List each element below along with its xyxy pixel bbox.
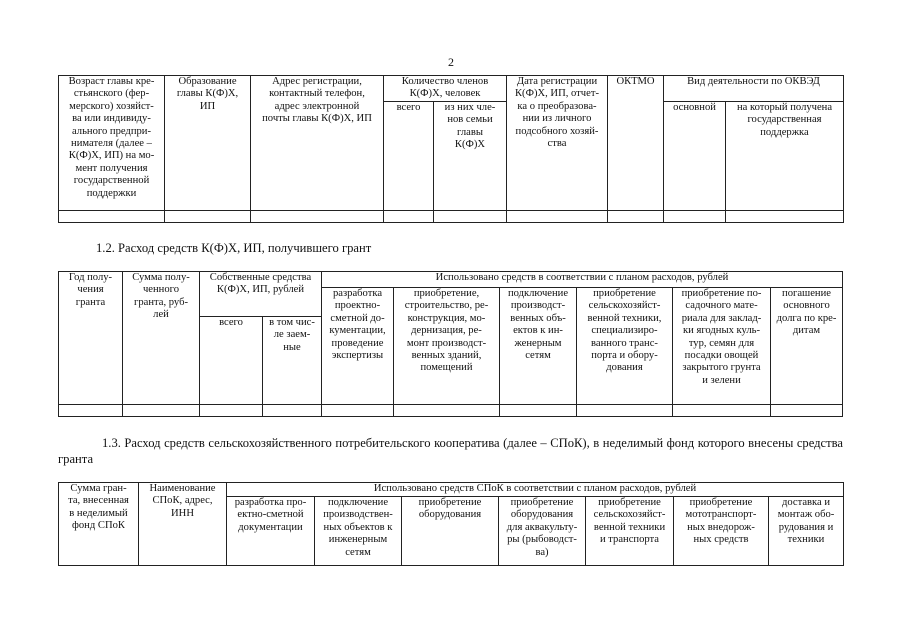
header-members: Количество членов К(Ф)Х, человек <box>384 76 507 102</box>
header-used: Использовано средств в соответствии с планом расходов, рублей <box>322 272 843 288</box>
header-delivery: доставка и монтаж обо- рудования и техники <box>769 497 844 566</box>
header-grant-sum: Сумма гран- та, внесенная в неделимый фонд СПоК <box>59 483 139 566</box>
header-planting: приобретение по- садочного мате- риала для заклад- ки ягодных куль- тур, семян для посадки овощей закрытого грунта и зелени <box>673 288 771 405</box>
header-utilities: подключение производствен- ных объектов к инженерным сетям <box>315 497 402 566</box>
table-row <box>59 405 843 417</box>
header-offroad: приобретение мототранспорт- ных внедорож- ных средств <box>674 497 769 566</box>
table-farm-info <box>58 75 844 223</box>
header-grant-sum: Сумма полу- ченного гранта, руб- лей <box>123 272 200 405</box>
header-reg-date: Дата регистрации К(Ф)Х, ИП, отчет- ка о преобразова- нии из личного подсобного хозяй- ства <box>507 76 608 211</box>
header-okved-grant: на который получена государственная поддержка <box>726 101 844 210</box>
header-members-total: всего <box>384 101 434 210</box>
header-utilities: подключение производст- венных объ- ектов к ин- женерным сетям <box>500 288 577 405</box>
header-design-docs: разработка проектно- сметной до- кументации, проведение экспертизы <box>322 288 394 405</box>
header-okved-main: основной <box>664 101 726 210</box>
header-own-borrowed: в том чис- ле заем- ные <box>263 316 322 404</box>
header-education: Образование главы К(Ф)Х, ИП <box>165 76 251 211</box>
header-address: Адрес регистрации, контактный телефон, адрес электронной почты главы К(Ф)Х, ИП <box>251 76 384 211</box>
page-number: 2 <box>448 55 454 69</box>
header-okved: Вид деятельности по ОКВЭД <box>664 76 844 102</box>
header-oktmo: ОКТМО <box>608 76 664 211</box>
table-spok-expenses <box>58 482 844 566</box>
section-title-1-2: 1.2. Расход средств К(Ф)Х, ИП, получившего грант <box>96 241 372 255</box>
header-machinery: приобретение сельскохозяйст- венной техники и транспорта <box>586 497 674 566</box>
header-age: Возраст главы кре- стьянского (фер- мерского) хозяйст- ва или индивиду- ального предпри- нимателя (далее – К(Ф)Х, ИП) на мо- мент получения государственной поддержки <box>59 76 165 211</box>
header-equipment: приобретение оборудования <box>402 497 499 566</box>
table-row <box>59 211 844 223</box>
section-title-1-3: 1.3. Расход средств сельскохозяйственного потребительского кооператива (далее – СПоК), в неделимый фонд которого внесены средства гранта <box>58 436 843 466</box>
header-year: Год полу- чения гранта <box>59 272 123 405</box>
header-construction: приобретение, строительство, ре- конструкция, мо- дернизация, ре- монт производст- венных зданий, помещений <box>394 288 500 405</box>
header-machinery: приобретение сельскохозяйст- венной техники, специализиро- ванного транс- порта и обору- дования <box>577 288 673 405</box>
header-name-address: Наименование СПоК, адрес, ИНН <box>139 483 227 566</box>
header-members-family: из них чле- нов семьи главы К(Ф)Х <box>434 101 507 210</box>
header-aquaculture: приобретение оборудования для аквакульту- ры (рыбоводст- ва) <box>499 497 586 566</box>
table-kfh-expenses <box>58 271 843 417</box>
header-used: Использовано средств СПоК в соответствии с планом расходов, рублей <box>227 483 844 497</box>
header-own-funds: Собственные средства К(Ф)Х, ИП, рублей <box>200 272 322 317</box>
header-own-total: всего <box>200 316 263 404</box>
header-design-docs: разработка про- ектно-сметной документации <box>227 497 315 566</box>
header-loans: погашение основного долга по кре- дитам <box>771 288 843 405</box>
